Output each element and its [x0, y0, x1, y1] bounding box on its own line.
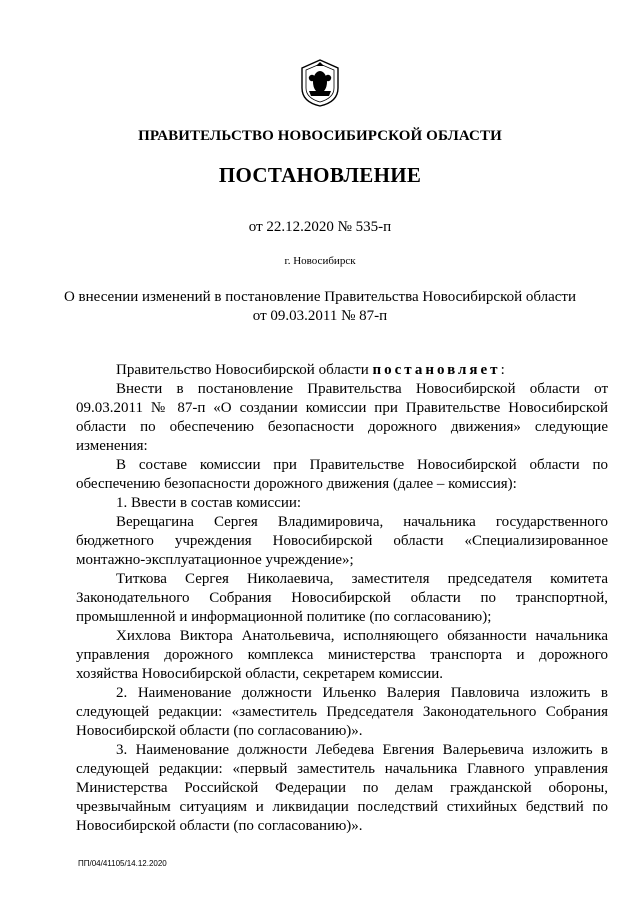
government-title: ПРАВИТЕЛЬСТВО НОВОСИБИРСКОЙ ОБЛАСТИ — [138, 128, 502, 144]
document-body — [76, 361, 608, 836]
paragraph: 3. Наименование должности Лебедева Евгения Валерьевича изложить в следующей редакции: «первый заместитель начальника Главного управления Министерства Российской Федерации по делам гражданской обороны, чрезвычайным ситуациям и ликвидации последствий стихийных бедствий по Новосибирской области (по согласованию)». — [76, 742, 608, 834]
preamble-verb: постановляет — [372, 362, 501, 378]
coat-of-arms-icon — [299, 58, 341, 108]
paragraph: Хихлова Виктора Анатольевича, исполняющего обязанности начальника управления дорожного комплекса министерства транспорта и дорожного хозяйства Новосибирской области, секретарем комиссии. — [76, 628, 608, 682]
date-and-number: от 22.12.2020 № 535-п — [248, 219, 392, 235]
paragraph: В составе комиссии при Правительстве Новосибирской области по обеспечению безопасности дорожного движения (далее – комиссия): — [76, 457, 608, 492]
paragraph: Верещагина Сергея Владимировича, начальника государственного бюджетного учреждения Новосибирской области «Специализированное монтажно-эксплуатационное учреждение»; — [76, 514, 608, 568]
document-subject: О внесении изменений в постановление Правительства Новосибирской области от 09.03.2011 № 87-п — [63, 289, 577, 324]
paragraph: 2. Наименование должности Ильенко Валерия Павловича изложить в следующей редакции: «заместитель Председателя Законодательного Собрания Новосибирской области (по согласованию)». — [76, 685, 608, 739]
preamble — [76, 361, 608, 380]
paragraph: 1. Ввести в состав комиссии: — [116, 495, 302, 511]
paragraph: Титкова Сергея Николаевича, заместителя председателя комитета Законодательного Собрания Новосибирской области по транспортной, промышленной и информационной политике (по согласованию); — [76, 571, 608, 625]
city: г. Новосибирск — [284, 255, 356, 267]
paragraph: Внести в постановление Правительства Новосибирской области от 09.03.2011 № 87-п «О создании комиссии при Правительстве Новосибирской области по обеспечению безопасности дорожного движения» следующие изменения: — [76, 381, 608, 454]
document-type: ПОСТАНОВЛЕНИЕ — [218, 163, 422, 187]
preamble-colon: : — [500, 362, 505, 378]
preamble-text: Правительство Новосибирской области — [116, 362, 373, 378]
document-footer-code: ПП/04/41105/14.12.2020 — [78, 859, 167, 868]
